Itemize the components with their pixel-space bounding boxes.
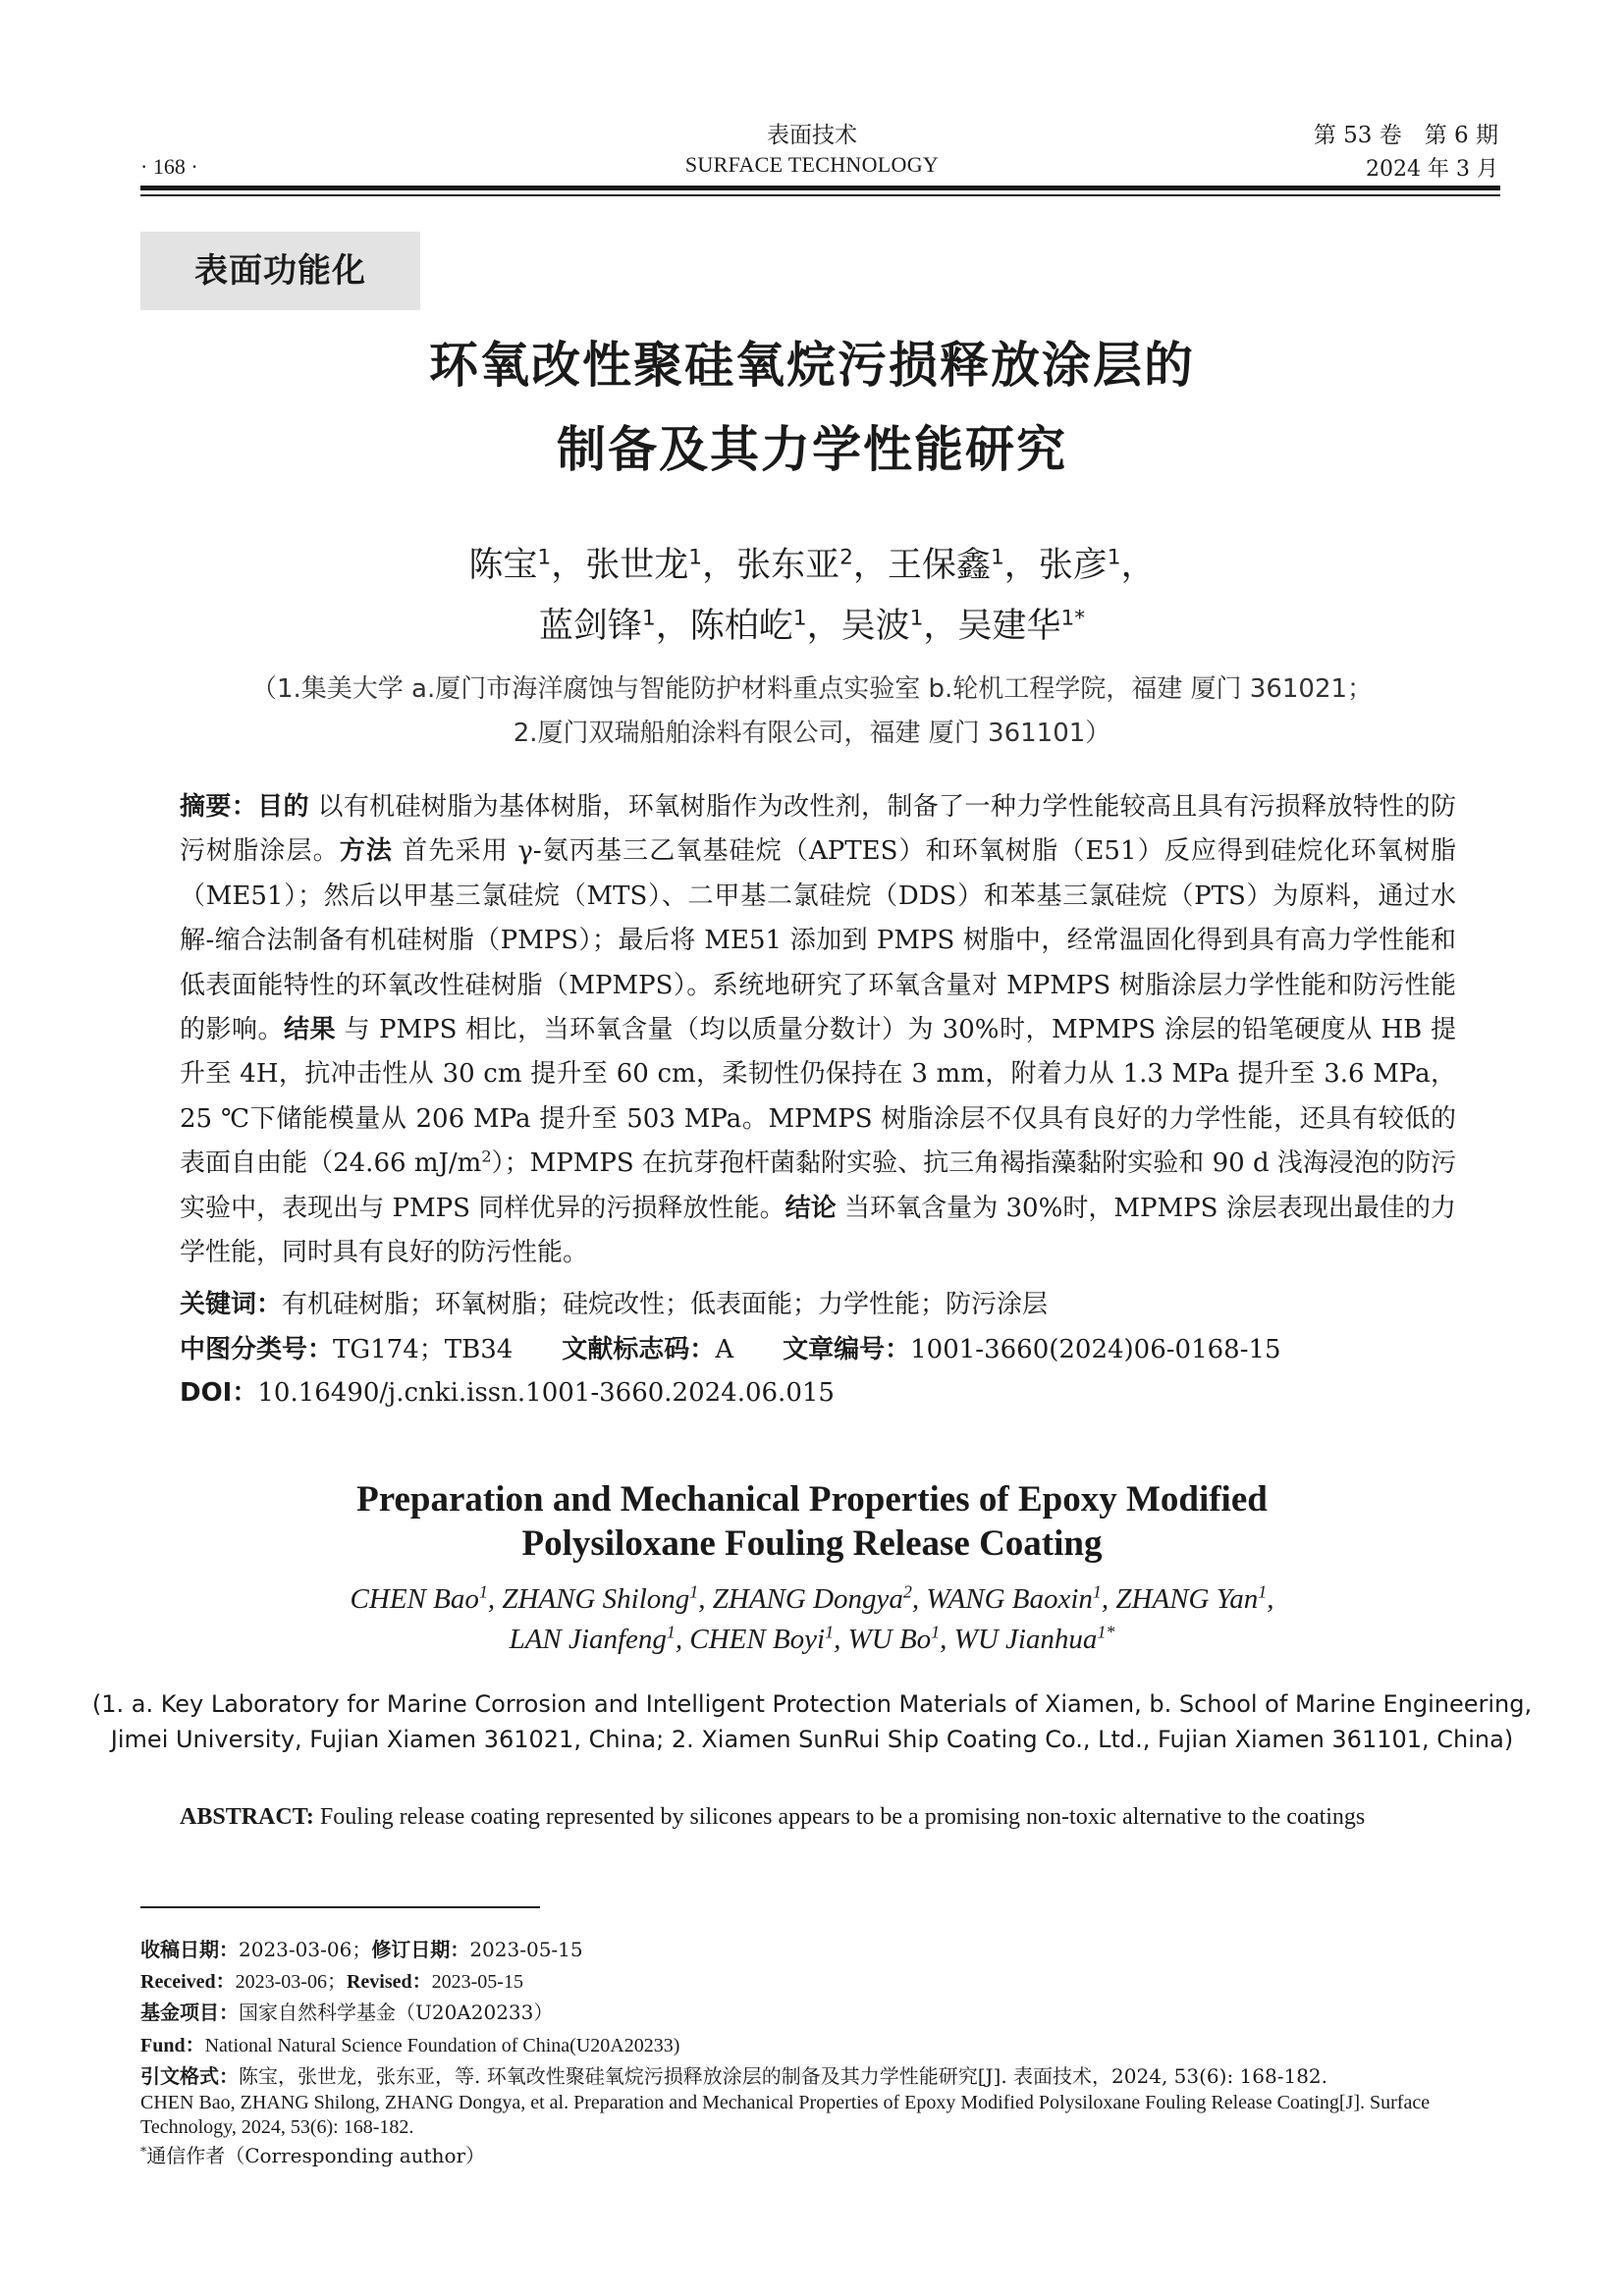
result-label: 结果 <box>283 1015 336 1045</box>
keywords-text: 有机硅树脂；环氧树脂；硅烷改性；低表面能；力学性能；防污涂层 <box>282 1290 1049 1319</box>
footnote-rule <box>140 1906 540 1908</box>
author-affil-sup: 1 <box>537 545 552 570</box>
author-affil-sup: 1 <box>641 606 656 631</box>
author-name: 张彦 <box>1038 546 1108 585</box>
author-name: 张世龙 <box>585 546 689 585</box>
author-name: 陈柏屹 <box>689 607 793 646</box>
section-tag: 表面功能化 <box>140 232 420 310</box>
title-cn-line-1: 环氧改性聚硅氧烷污损释放涂层的 <box>429 337 1195 394</box>
author-affil-sup: 1 <box>1258 1581 1268 1602</box>
conclusion-label: 结论 <box>785 1193 837 1223</box>
affiliation-en-line-2: Jimei University, Fujian Xiamen 361021, China; 2. Xiamen SunRui Ship Coating Co., Ltd., Fujian Xiamen 361101, China) <box>110 1726 1514 1753</box>
author-name: WU Bo <box>847 1624 932 1655</box>
doi-link[interactable]: 10.16490/j.cnki.issn.1001-3660.2024.06.015 <box>257 1378 835 1408</box>
footnote-corresponding <box>140 2140 485 2168</box>
author-name: WANG Baoxin <box>926 1583 1093 1615</box>
footnote-cite-cn <box>140 2060 1327 2089</box>
fund-cn-label: 基金项目： <box>140 2001 239 2024</box>
article-no-label: 文章编号： <box>783 1335 911 1364</box>
header-rule-thin <box>140 194 1500 196</box>
fund-en-value: National Natural Science Foundation of China(U20A20233) <box>204 2035 680 2056</box>
affiliation-cn-line-2: 2.厦门双瑞船舶涂料有限公司，福建 厦门 361101） <box>513 719 1111 748</box>
received-cn-value: 2023-03-06； <box>239 1938 372 1961</box>
author-name: ZHANG Dongya <box>712 1583 903 1615</box>
author-affil-sup: 1* <box>1060 606 1086 631</box>
abstract-en-label: ABSTRACT: <box>180 1804 314 1830</box>
authors-cn-line-2: 蓝剑锋$^1$，陈柏屹$^1$，吴波$^1$，吴建华$^{1*}$ <box>538 606 1086 646</box>
doi <box>180 1372 835 1409</box>
author-name: ZHANG Shilong <box>502 1583 690 1615</box>
author-name: CHEN Boyi <box>689 1624 826 1655</box>
affiliation-cn-line-1: （1.集美大学 a.厦门市海洋腐蚀与智能防护材料重点实验室 b.轮机工程学院，福建 厦门 361021； <box>250 674 1374 704</box>
author-affil-sup: 1 <box>666 1622 676 1642</box>
fund-en-label: Fund： <box>140 2035 205 2056</box>
volume-issue: 第 53 卷 第 6 期 <box>1313 123 1498 148</box>
conclusion-text: 当环氧含量为 30%时，MPMPS 涂层表现出最佳的力学性能，同时具有良好的防污性能。 <box>180 1193 1456 1268</box>
author-affil-sup: 1* <box>1097 1622 1115 1642</box>
author-affil-sup: 1 <box>688 545 703 570</box>
revised-en-value: 2023-05-15 <box>431 1971 523 1993</box>
author-affil-sup: 1 <box>1107 545 1121 570</box>
doc-code-label: 文献标志码： <box>562 1335 716 1364</box>
author-name: 张东亚 <box>736 546 840 585</box>
author-affil-sup: 1 <box>792 606 807 631</box>
author-name: ZHANG Yan <box>1115 1583 1259 1615</box>
revised-cn-label: 修订日期： <box>371 1938 470 1961</box>
author-affil-sup: 1 <box>825 1622 835 1642</box>
footnote-cite-en: CHEN Bao, ZHANG Shilong, ZHANG Dongya, et al. Preparation and Mechanical Properties of Epoxy Modified Polysiloxane Fouling Release Coating[J]. Surface Technology, 2024, 53(6): 168-182. <box>140 2092 1431 2138</box>
author-name: WU Jianhua <box>953 1624 1098 1655</box>
author-name: 王保鑫 <box>887 546 991 585</box>
author-affil-sup: 1 <box>990 545 1004 570</box>
author-name: 吴波 <box>840 607 910 646</box>
abstract-en-text: Fouling release coating represented by silicones appears to be a promising non-toxic alternative to the coatings <box>313 1804 1366 1830</box>
author-affil-sup: 2 <box>902 1581 912 1602</box>
abstract-cn <box>180 785 1456 1275</box>
journal-title-en: SURFACE TECHNOLOGY <box>684 152 940 177</box>
doi-label: DOI： <box>180 1378 258 1408</box>
fund-cn-value: 国家自然科学基金（U20A20233） <box>239 2001 554 2024</box>
footnote-received-cn <box>140 1934 583 1962</box>
revised-en-label: Revised： <box>346 1971 432 1993</box>
cite-cn-label: 引文格式： <box>140 2064 239 2088</box>
revised-cn-value: 2023-05-15 <box>469 1938 583 1961</box>
author-affil-sup: 2 <box>839 545 853 570</box>
received-cn-label: 收稿日期： <box>140 1938 239 1961</box>
author-affil-sup: 1 <box>689 1581 699 1602</box>
clc-value: TG174；TB34 <box>333 1335 514 1364</box>
result-text: 与 PMPS 相比，当环氧含量（均以质量分数计）为 30%时，MPMPS 涂层的铅笔硬度从 HB 提升至 4H，抗冲击性从 30 cm 提升至 60 cm，柔韧性仍保持在 3 mm，附着力从 1.3 MPa 提升至 3.6 MPa，25 ℃下储能模量从 206 MPa 提升至 503 MPa。MPMPS 树脂涂层不仅具有良好的力学性能，还具有较低的表面自由能（24.66 mJ/m <box>180 1015 1456 1179</box>
classification <box>180 1329 1281 1365</box>
authors-en-line-2: LAN Jianfeng$^1$, CHEN Boyi$^1$, WU Bo$^1$, WU Jianhua$^{1*}$ <box>509 1622 1115 1655</box>
header-rule-thick <box>140 186 1500 190</box>
title-en-line-2: Polysiloxane Fouling Release Coating <box>521 1523 1103 1564</box>
method-text: 首先采用 γ-氨丙基三乙氧基硅烷（APTES）和环氧树脂（E51）反应得到硅烷化环氧树脂（ME51）；然后以甲基三氯硅烷（MTS）、二甲基二氯硅烷（DDS）和苯基三氯硅烷（PTS）为原料，通过水解-缩合法制备有机硅树脂（PMPS）；最后将 ME51 添加到 PMPS 树脂中，经常温固化得到具有高力学性能和低表面能特性的环氧改性硅树脂（MPMPS）。系统地研究了环氧含量对 MPMPS 树脂涂层力学性能和防污性能的影响。 <box>180 836 1456 1045</box>
author-affil-sup: 1 <box>909 606 924 631</box>
footnote-fund-en <box>140 2029 679 2057</box>
cite-cn-value: 陈宝，张世龙，张东亚，等. 环氧改性聚硅氧烷污损释放涂层的制备及其力学性能研究[J]. 表面技术，2024, 53(6): 168-182. <box>239 2064 1328 2088</box>
purpose-label: 目的 <box>257 792 309 822</box>
clc-label: 中图分类号： <box>180 1335 334 1364</box>
title-cn-line-2: 制备及其力学性能研究 <box>557 421 1067 478</box>
corresponding-text: 通信作者（Corresponding author） <box>146 2144 486 2167</box>
author-affil-sup: 1 <box>478 1581 488 1602</box>
corresponding-mark: * <box>140 2143 147 2159</box>
authors-en-line-1: CHEN Bao$^1$, ZHANG Shilong$^1$, ZHANG Dongya$^2$, WANG Baoxin$^1$, ZHANG Yan$^1$, <box>350 1581 1274 1615</box>
method-label: 方法 <box>339 836 394 867</box>
doc-code-value: A <box>715 1335 734 1364</box>
author-name: 蓝剑锋 <box>538 607 642 646</box>
result-text-tail: ）；MPMPS 在抗芽孢杆菌黏附实验、抗三角褐指藻黏附实验和 90 d 浅海浸泡的防污实验中，表现出与 PMPS 同样优异的污损释放性能。 <box>180 1148 1456 1223</box>
journal-title-cn: 表面技术 <box>767 123 857 148</box>
article-no-value: 1001-3660(2024)06-0168-15 <box>910 1335 1281 1364</box>
keywords <box>180 1284 1048 1320</box>
received-en-label: Received： <box>140 1971 236 1993</box>
author-affil-sup: 1 <box>931 1622 941 1642</box>
author-affil-sup: 1 <box>1092 1581 1102 1602</box>
purpose-text: 以有机硅树脂为基体树脂，环氧树脂作为改性剂，制备了一种力学性能较高且具有污损释放特性的防污树脂涂层。 <box>180 792 1456 867</box>
unit-superscript: 2 <box>481 1147 492 1166</box>
page-number: · 168 · <box>140 154 198 179</box>
author-name: 陈宝 <box>468 546 538 585</box>
received-en-value: 2023-03-06； <box>235 1971 347 1993</box>
affiliation-en-line-1: (1. a. Key Laboratory for Marine Corrosion and Intelligent Protection Materials of Xiamen, b. School of Marine Engineering, <box>91 1690 1533 1718</box>
keywords-label: 关键词： <box>180 1290 283 1319</box>
footnote-received-en <box>140 1965 523 1994</box>
title-en-line-1: Preparation and Mechanical Properties of Epoxy Modified <box>356 1479 1268 1520</box>
author-name: LAN Jianfeng <box>509 1624 667 1655</box>
abstract-label: 摘要： <box>180 792 258 822</box>
authors-cn-line-1: 陈宝$^1$，张世龙$^1$，张东亚$^2$，王保鑫$^1$，张彦$^1$， <box>468 545 1156 585</box>
author-name: CHEN Bao <box>350 1583 479 1615</box>
abstract-en <box>180 1804 1456 1831</box>
footnote-fund-cn <box>140 1997 553 2025</box>
author-name: 吴建华 <box>957 607 1061 646</box>
issue-date: 2024 年 3 月 <box>1366 157 1498 182</box>
